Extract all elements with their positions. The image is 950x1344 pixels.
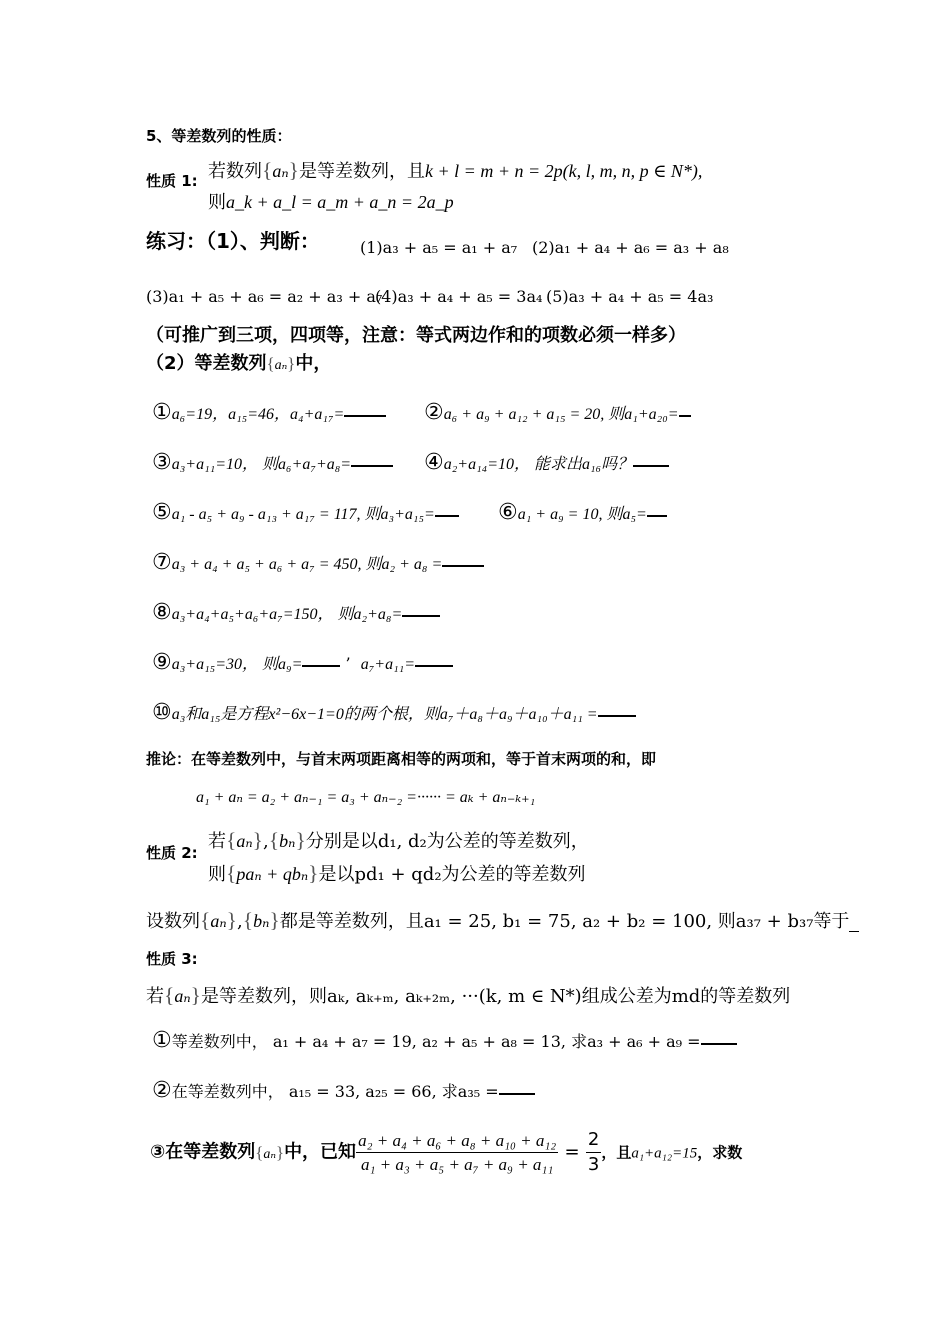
judge-5: (5)a₃ + a₄ + a₅ = 4a₃ xyxy=(546,287,714,306)
seq-an: {aₙ} xyxy=(226,828,264,852)
an: aₙ xyxy=(210,911,227,931)
circle-number: ⑤ xyxy=(152,500,172,525)
text: 设数列 xyxy=(146,911,200,932)
an: aₙ xyxy=(274,358,288,373)
circle-number: ⑧ xyxy=(152,600,172,625)
exercise-label: 练习：（1）、判断： xyxy=(146,229,320,253)
text: 则 xyxy=(208,864,226,885)
seq-an: {aₙ} xyxy=(262,158,300,182)
circle-number: ② xyxy=(424,400,444,425)
inference: 推论：在等差数列中，与首末两项距离相等的两项和，等于首末两项的和，即 xyxy=(146,750,657,768)
circle-number: ⑥ xyxy=(498,500,518,525)
formula: a₆ + a₉ + a₁₂ + a₁₅ = 20, 则a₁+a₂₀= xyxy=(443,406,679,423)
formula: a₃+a₁₁=10， 则a₆+a₇+a₈= xyxy=(171,456,352,473)
an: aₙ xyxy=(263,1146,276,1162)
text: （2）等差数列 xyxy=(146,353,267,374)
answer-blank xyxy=(442,563,484,567)
text: 若数列 xyxy=(208,161,262,182)
circle-number: ④ xyxy=(424,450,444,475)
property-2-line-1: 若{aₙ},{bₙ}分别是以d₁, d₂为公差的等差数列， xyxy=(208,828,589,852)
judge-1: (1)a₃ + a₅ = a₁ + a₇ xyxy=(360,238,518,257)
property-3-line xyxy=(146,985,790,1007)
denominator: a₁ + a₃ + a₅ + a₇ + a₉ + a₁₁ xyxy=(361,1155,554,1174)
formula: a₃和a₁₅是方程x²−6x−1=0的两个根，则a₇＋a₈＋a₉＋a₁₀＋a₁₁ = xyxy=(171,706,598,723)
text: 分别是以d₁, d₂为公差的等差数列， xyxy=(305,831,589,852)
circle-number: ⑨ xyxy=(152,650,172,675)
property-3-label: 性质 3: xyxy=(146,950,198,968)
property-2-line-2 xyxy=(208,863,586,885)
circle-number: ① xyxy=(152,1028,172,1053)
fraction xyxy=(356,1132,558,1173)
item-4 xyxy=(424,452,669,474)
answer-blank xyxy=(499,1091,535,1095)
seq-an: {aₙ} xyxy=(255,1142,285,1162)
circle-number: ⑦ xyxy=(152,550,172,575)
answer-blank xyxy=(849,929,859,932)
note: （可推广到三项，四项等，注意：等式两边作和的项数必须一样多） xyxy=(146,325,686,346)
text: 是等差数列，且 xyxy=(299,161,426,182)
an: aₙ xyxy=(174,986,191,1006)
part-2-heading xyxy=(146,355,331,373)
exercise-2: 设数列{aₙ},{bₙ}都是等差数列，且a₁ = 25, b₁ = 75, a₂ + b₂ = 100, 则a₃₇ + b₃₇等于 xyxy=(146,910,859,932)
item-3 xyxy=(152,452,393,474)
formula: a₃+a₁₅=30， 则a₉= xyxy=(171,656,303,673)
answer-blank xyxy=(679,413,691,417)
seq-bn: {bₙ} xyxy=(268,828,306,852)
answer-blank xyxy=(598,713,636,717)
formula: 等差数列中， a₁ + a₄ + a₇ = 19, a₂ + a₅ + a₈ = 13, 求a₃ + a₆ + a₉ = xyxy=(171,1032,701,1051)
item-2 xyxy=(424,402,691,424)
value-fraction xyxy=(586,1131,601,1174)
item-7 xyxy=(152,552,484,574)
numerator: 2 xyxy=(586,1131,601,1153)
text: ，且 xyxy=(601,1143,632,1162)
section-title: 5、等差数列的性质： xyxy=(146,127,292,145)
an: aₙ xyxy=(236,831,253,851)
formula: 在等差数列中， a₁₅ = 33, a₂₅ = 66, 求a₃₅ = xyxy=(171,1082,499,1101)
circle-number: ② xyxy=(152,1078,172,1103)
bn: bₙ xyxy=(279,831,296,851)
text: 中，已知 xyxy=(284,1141,357,1163)
seq-an: {aₙ} xyxy=(164,983,202,1007)
text: 则 xyxy=(208,192,226,213)
circle-number: ① xyxy=(152,400,172,425)
item-5 xyxy=(152,502,459,524)
circle-number: ⑩ xyxy=(152,700,172,725)
seq-an: {aₙ} xyxy=(200,908,238,932)
circle-number: ③ xyxy=(152,450,172,475)
text: 若 xyxy=(146,986,164,1007)
equals: = xyxy=(564,1141,580,1163)
formula: a₂+a₁₄=10， 能求出a₁₆吗？ xyxy=(443,456,634,473)
judge-4: (4)a₃ + a₄ + a₅ = 3a₄ xyxy=(375,287,543,306)
item-1 xyxy=(152,402,386,424)
item-8 xyxy=(152,602,440,624)
item-6 xyxy=(498,502,667,524)
answer-blank xyxy=(415,663,453,667)
text: 都是等差数列，且a₁ = 25, b₁ = 75, a₂ + b₂ = 100, 则a₃₇ + b₃₇等于 xyxy=(279,911,850,932)
seq-an: {aₙ} xyxy=(266,354,296,373)
formula: a₁ + a₉ = 10, 则a₅= xyxy=(517,506,647,523)
formula: a₇+a₁₁= xyxy=(360,656,416,673)
formula: a₆=19，a₁₅=46，a₄+a₁₇= xyxy=(171,406,345,423)
formula: a₃+a₄+a₅+a₆+a₇=150， 则a₂+a₈= xyxy=(171,606,403,623)
text: 是以pd₁ + qd₂为公差的等差数列 xyxy=(318,864,586,885)
text: ，求数 xyxy=(697,1143,743,1162)
property-2-label: 性质 2: xyxy=(146,844,198,862)
judge-2: (2)a₁ + a₄ + a₆ = a₃ + a₈ xyxy=(532,238,729,257)
answer-blank xyxy=(344,413,386,417)
answer-blank xyxy=(647,513,667,517)
answer-blank xyxy=(701,1041,737,1045)
answer-blank xyxy=(302,663,340,667)
p3-item-2 xyxy=(152,1080,535,1102)
property-1-line-2 xyxy=(208,193,454,212)
answer-blank xyxy=(435,513,459,517)
text: 中， xyxy=(295,353,332,374)
property-1-line-1 xyxy=(208,160,702,182)
inference-formula: a₁ + aₙ = a₂ + aₙ₋₁ = a₃ + aₙ₋₂ =······ = aₖ + aₙ₋ₖ₊₁ xyxy=(196,789,536,806)
seq-pq: {paₙ + qbₙ} xyxy=(226,861,319,885)
text: ③在等差数列 xyxy=(150,1141,256,1163)
formula: a₃ + a₄ + a₅ + a₆ + a₇ = 450, 则a₂ + a₈ = xyxy=(171,556,443,573)
answer-blank xyxy=(402,613,440,617)
formula: k + l = m + n = 2p(k, l, m, n, p ∈ N*), xyxy=(425,161,703,181)
item-9: ⑨a₃+a₁₅=30， 则a₉= ’ a₇+a₁₁= xyxy=(152,652,453,674)
formula: a₁ - a₅ + a₉ - a₁₃ + a₁₇ = 117, 则a₃+a₁₅= xyxy=(171,506,435,523)
pq: paₙ + qbₙ xyxy=(236,864,309,884)
answer-blank xyxy=(633,463,669,467)
p3-item-3 xyxy=(150,1131,742,1174)
seq-bn: {bₙ} xyxy=(242,908,280,932)
p3-item-1 xyxy=(152,1030,737,1052)
answer-blank xyxy=(351,463,393,467)
formula: a₁+a₁₂=15 xyxy=(631,1145,698,1162)
bn: bₙ xyxy=(253,911,270,931)
formula: a_k + a_l = a_m + a_n = 2a_p xyxy=(226,192,454,212)
numerator: a₂ + a₄ + a₆ + a₈ + a₁₀ + a₁₂ xyxy=(356,1132,558,1153)
item-10 xyxy=(152,702,636,724)
text: 是等差数列，则aₖ, aₖ₊ₘ, aₖ₊₂ₘ, ···(k, m ∈ N*)组成公差为md的等差数列 xyxy=(201,986,791,1007)
judge-3: (3)a₁ + a₅ + a₆ = a₂ + a₃ + a₇ xyxy=(146,287,383,306)
property-1-label: 性质 1: xyxy=(146,172,198,190)
denominator: 3 xyxy=(587,1154,600,1175)
an: aₙ xyxy=(272,161,289,181)
text: 若 xyxy=(208,831,226,852)
